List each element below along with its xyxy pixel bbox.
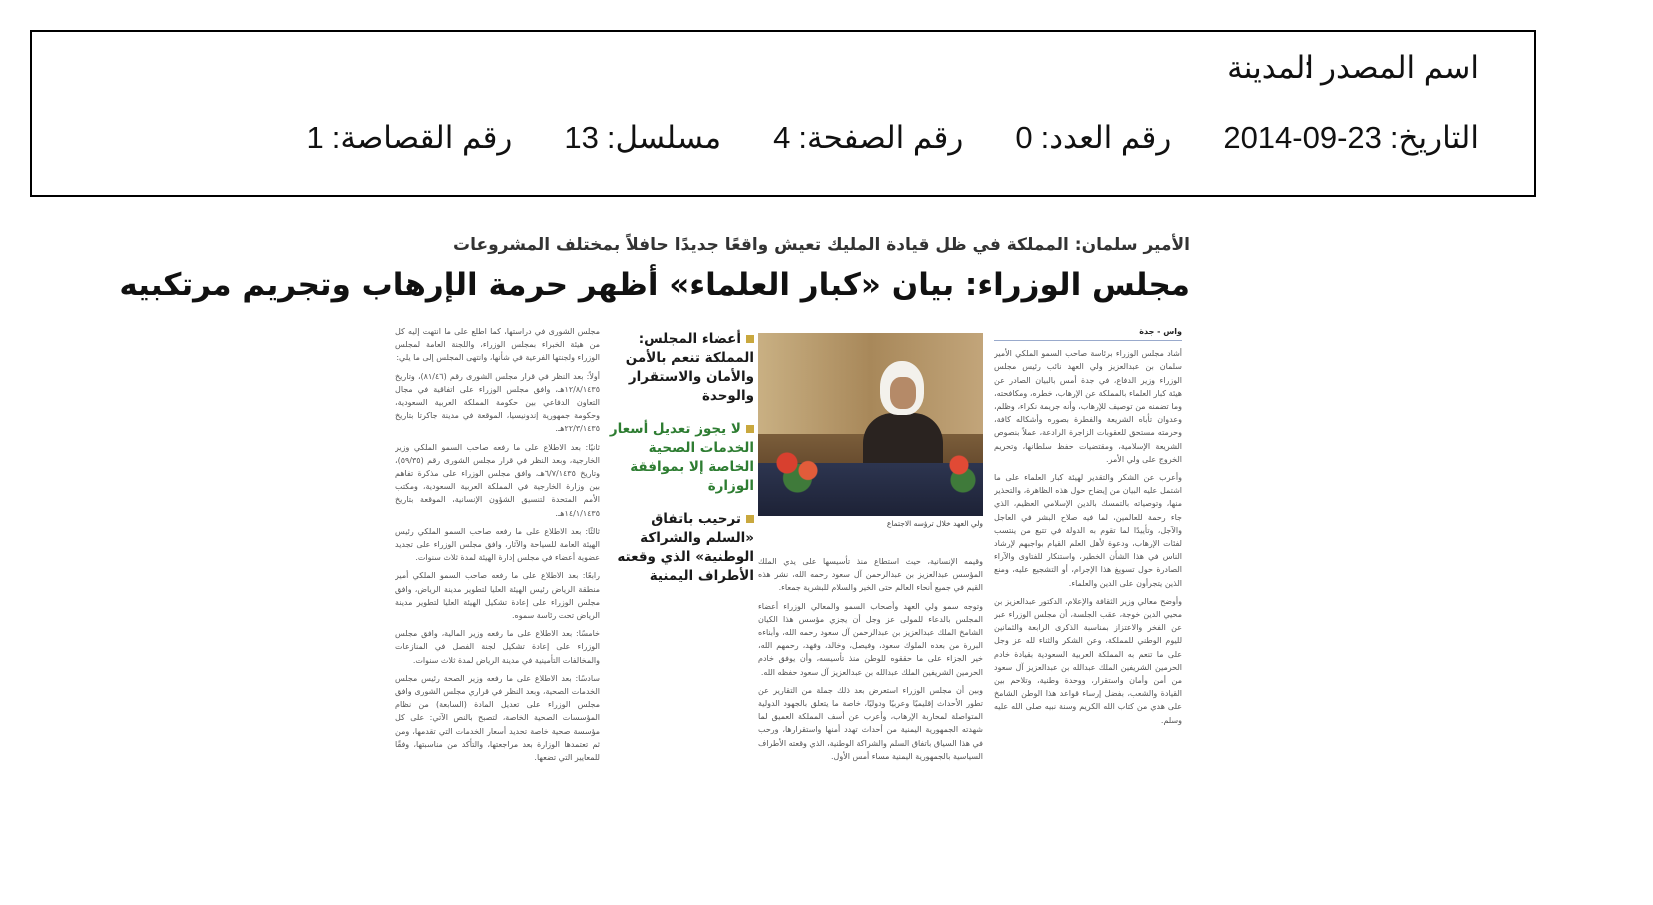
highlight-text: ترحيب باتفاق «السلم والشراكة الوطنية» الذي وقعته الأطراف اليمنية <box>617 511 754 584</box>
issue-value: 0 <box>1015 120 1033 155</box>
serial-label: مسلسل: <box>606 120 722 155</box>
bullet-icon <box>746 335 754 343</box>
highlights-sidebar <box>609 330 754 600</box>
serial-value: 13 <box>564 120 599 155</box>
newspaper-clipping <box>119 225 1190 895</box>
paragraph: خامسًا: بعد الاطلاع على ما رفعه وزير المالية، وافق مجلس الوزراء على إعادة تشكيل لجنة الفصل في المنازعات والمخالفات التأمينية في مدينة الرياض لمدة ثلاث سنوات. <box>395 629 600 665</box>
photo-figure-face <box>890 377 916 409</box>
paragraph: أولاً: بعد النظر في قرار مجلس الشورى رقم (٨١/٤٦)، وتاريخ ١٢/٨/١٤٣٥هـ، وافق مجلس الوزراء على اتفاقية في مجال التعاون الدفاعي بين حكومة المملكة العربية السعودية، وحكومة جمهورية إندونيسيا، الموقعة في مدينة جاكرتا بتاريخ ٢٢/٣/١٤٣٥هـ. <box>395 371 600 434</box>
article-photo <box>758 333 983 516</box>
photo-flowers <box>943 445 983 495</box>
article-column-left <box>395 325 600 890</box>
paragraph: ثانيًا: بعد الاطلاع على ما رفعه صاحب السمو الملكي وزير الخارجية، وبعد النظر في قرار مجلس الشورى رقم (٥٩/٣٥)، وتاريخ ٦/٧/١٤٣٥هـ، وافق مجلس الوزراء على مذكرة تفاهم بين وزارة الخارجية في المملكة العربية السعودية، ومكتب الأمم المتحدة لتنسيق الشؤون الإنسانية، الموقعة بتاريخ ١٤/١/١٤٣٥هـ. <box>395 442 600 518</box>
highlight-item <box>609 330 754 406</box>
paragraph: وبين أن مجلس الوزراء استعرض بعد ذلك جملة من التقارير عن تطور الأحداث إقليميًا وعربيًا ودوليًا، خاصة ما يتعلق بالجهود الدولية المتواصلة لمحاربة الإرهاب، وأعرب عن أسف المملكة العميق لما شهدته الجمهورية اليمنية من أحداث تهدد أمنها واستقرارها، ورحب في هذا السياق باتفاق السلم والشراكة الوطنية، الذي وقعته الأطراف السياسية بالجمهورية اليمنية مساء أمس الأول. <box>758 685 983 761</box>
clip-label: رقم القصاصة: <box>331 120 513 155</box>
source-row <box>72 50 1479 86</box>
article-headline: مجلس الوزراء: بيان «كبار العلماء» أظهر حرمة الإرهاب وتجريم مرتكبيه <box>119 267 1190 303</box>
paragraph: وأوضح معالي وزير الثقافة والإعلام، الدكتور عبدالعزيز بن محيي الدين خوجة، عقب الجلسة، أن مجلس الوزراء عبر عن الفخر والاعتزاز بمناسبة الذكرى الرابعة والثمانين لليوم الوطني للمملكة، وعن الشكر والثناء لله عز وجل على ما تنعم به المملكة العربية السعودية بقيادة خادم الحرمين الشريفين الملك عبدالله بن عبدالعزيز آل سعود من أمن وأمان واستقرار، ووحدة وطنية، وتلاحم بين القيادة والشعب، بفضل إرساء قواعد هذا الوطن الشامخ على هدي من كتاب الله الكريم وسنة نبيه صلى الله عليه وسلم. <box>994 596 1182 725</box>
highlight-text: لا يجوز تعديل أسعار الخدمات الصحية الخاصة إلا بموافقة الوزارة <box>609 421 754 494</box>
paragraph: وأعرب عن الشكر والتقدير لهيئة كبار العلماء على ما اشتمل عليه البيان من إيضاح حول هذه الظاهرة، والتحذير منها، وتوصياته بالتمسك بالدين الإسلامي العظيم، الذي جاء رحمة للعالمين، لما فيه صلاح البشر في العاجل والآجل، وتأييدًا لما تقوم به الدولة في تتبع من ينتسب لفئات الإرهاب، ودعوة لأهل العلم القيام بواجبهم لإرشاد الناس في هذا الشأن الخطير، واستنكار للفتاوى والآراء الصادرة حول تسويغ هذا الإجرام، أو التشجيع عليه، ومنع الذين يتجرأون على الدين والعلماء. <box>994 473 1182 588</box>
photo-caption: ولي العهد خلال ترؤسه الاجتماع <box>886 519 983 528</box>
date-value: 2014-09-23 <box>1223 120 1382 155</box>
highlight-text: أعضاء المجلس: المملكة تنعم بالأمن والأمان والاستقرار والوحدة <box>625 331 754 404</box>
page-value: 4 <box>773 120 791 155</box>
paragraph: ثالثًا: بعد الاطلاع على ما رفعه صاحب السمو الملكي رئيس الهيئة العامة للسياحة والآثار، وافق مجلس الوزراء على تجديد عضوية أعضاء في مجلس إدارة الهيئة لمدة ثلاث سنوات. <box>395 526 600 563</box>
highlight-item <box>609 510 754 586</box>
article-byline: واس - جدة <box>994 325 1182 341</box>
paragraph: سادسًا: بعد الاطلاع على ما رفعه وزير الصحة رئيس مجلس الخدمات الصحية، وبعد النظر في قراري مجلس الشورى وافق مجلس الوزراء على تعديل المادة (السابعة) من نظام المؤسسات الصحية الخاصة، لتصبح بالنص الآتي: على كل مؤسسة صحية خاصة تحديد أسعار الخدمات التي تقدمها، ومن ثم تعتمدها الوزارة بعد مراجعتها، والتأكد من مناسبتها، وفقًا للمعايير التي تضعها. <box>395 673 600 763</box>
source-label: اسم المصدر : <box>1303 50 1479 85</box>
highlight-item <box>609 420 754 496</box>
date-label: التاريخ: <box>1389 120 1479 155</box>
paragraph: رابعًا: بعد الاطلاع على ما رفعه صاحب السمو الملكي أمير منطقة الرياض رئيس الهيئة العليا لتطوير مدينة الرياض، وافق مجلس الوزراء على إعادة تشكيل الهيئة العليا لتطوير مدينة الرياض تحت رئاسة سموه. <box>395 571 600 621</box>
article-column-right <box>994 325 1182 890</box>
clip-value: 1 <box>306 120 324 155</box>
photo-flowers <box>766 443 836 493</box>
article-column-middle <box>758 555 983 890</box>
article-kicker: الأمير سلمان: المملكة في ظل قيادة المليك تعيش واقعًا جديدًا حافلاً بمختلف المشروعات <box>453 235 1190 255</box>
paragraph: مجلس الشورى في دراستها، كما اطلع على ما انتهت إليه كل من هيئة الخبراء بمجلس الوزراء، واللجنة العامة لمجلس الوزراء ولجنتها الفرعية في شأنها، وانتهى المجلس إلى ما يلي: <box>395 327 600 363</box>
paragraph: وقيمه الإنسانية، حيث استطاع منذ تأسيسها على يدي الملك المؤسس عبدالعزيز بن عبدالرحمن آل سعود رحمه الله، نشر هذه القيم في جميع أنحاء العالم حتى الخير والسلام للبشرية جمعاء. <box>758 557 983 593</box>
details-row <box>72 120 1479 156</box>
issue-label: رقم العدد: <box>1040 120 1172 155</box>
paragraph: أشاد مجلس الوزراء برئاسة صاحب السمو الملكي الأمير سلمان بن عبدالعزيز ولي العهد نائب رئيس مجلس الوزراء وزير الدفاع، في جدة أمس بالبيان الصادر عن هيئة كبار العلماء بالمملكة عن الإرهاب، خطره، ومكافحته، وما تضمنه من توصيف للإرهاب، وأنه جريمة نكراء، وظلم، وعدوان تأباه الشريعة والفطرة بصوره وأشكاله كافة، وحرمته مستحق للعقوبات الزاجرة الرادعة، عملاً بنصوص الشريعة الإسلامية، ومقتضيات حفظ سلطانها، وتحريم الخروج على ولي الأمر. <box>994 349 1182 464</box>
bullet-icon <box>746 425 754 433</box>
paragraph: وتوجه سمو ولي العهد وأصحاب السمو والمعالي الوزراء أعضاء المجلس بالدعاء للمولى عز وجل أن يجزي مؤسس هذا الكيان الشامخ الملك عبدالعزيز بن عبدالرحمن آل سعود رحمه الله، وأبناءه البررة من بعده الملوك سعود، وفيصل، وخالد، وفهد، رحمهم الله، خير الجزاء على ما حققوه للوطن منذ تأسيسه، وأن يوفق خادم الحرمين الشريفين الملك عبدالله بن عبدالعزيز آل سعود حفظه الله. <box>758 601 983 677</box>
bullet-icon <box>746 515 754 523</box>
photo-background <box>758 333 983 434</box>
page-label: رقم الصفحة: <box>798 120 964 155</box>
source-value: المدينة <box>1227 50 1314 85</box>
metadata-box <box>30 30 1536 197</box>
